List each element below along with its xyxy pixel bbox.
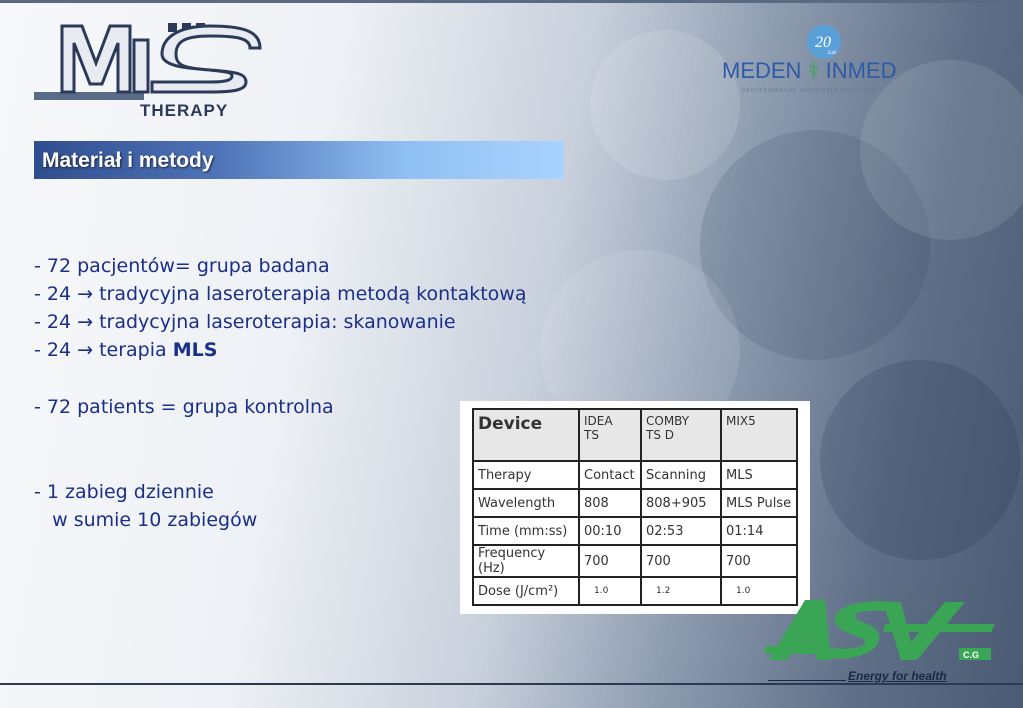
- section-title: Materiał i metody: [42, 149, 214, 172]
- meden-name: MEDEN: [722, 58, 802, 83]
- table-cell: Wavelength: [473, 489, 579, 517]
- table-header-row: [473, 409, 797, 461]
- bullet-item: [34, 339, 217, 361]
- table-cell: MLS Pulse: [721, 489, 797, 517]
- table-cell: 700: [579, 545, 641, 577]
- table-cell: Dose (J/cm²): [473, 577, 579, 605]
- table-cell: Therapy: [473, 461, 579, 489]
- svg-text:Lat: Lat: [828, 50, 837, 56]
- table-cell: 1.0: [579, 577, 641, 605]
- decorative-circle: [590, 30, 740, 180]
- asv-underline: [768, 680, 846, 681]
- table-cell: Contact: [579, 461, 641, 489]
- bullet-item: w sumie 10 zabiegów: [34, 509, 258, 531]
- table-row: [473, 577, 797, 605]
- table-cell: 01:14: [721, 517, 797, 545]
- table-row: [473, 545, 797, 577]
- table-row: [473, 461, 797, 489]
- header-cell: MIX5: [721, 409, 797, 461]
- bullet-item: - 1 zabieg dziennie: [34, 481, 214, 503]
- bullet-item: - 72 patients = grupa kontrolna: [34, 396, 334, 418]
- inmed-name: INMED: [825, 58, 897, 83]
- asv-tagline: Energy for health: [848, 669, 947, 683]
- meden-inmed-logo: MEDEN ⚕ INMED: [722, 58, 897, 83]
- anniversary-badge: [804, 20, 844, 60]
- table-row: [473, 489, 797, 517]
- bullet-item: - 72 pacjentów= grupa badana: [34, 255, 330, 277]
- table-cell: 02:53: [641, 517, 721, 545]
- meden-tagline: PROFESJONALNE INŻYNIERIA MEDYCZNA: [742, 88, 877, 94]
- svg-text:20: 20: [815, 34, 831, 51]
- decorative-circle: [820, 360, 1020, 560]
- table-cell: Frequency (Hz): [473, 545, 579, 577]
- table-row: [473, 517, 797, 545]
- top-rule: [0, 0, 1023, 3]
- table-cell: Scanning: [641, 461, 721, 489]
- table-cell: Time (mm:ss): [473, 517, 579, 545]
- table-cell: 700: [641, 545, 721, 577]
- bullet-text: - 24 → terapia: [34, 339, 173, 361]
- table-cell: 1.0: [721, 577, 797, 605]
- mls-therapy-label: THERAPY: [140, 101, 229, 120]
- header-cell: COMBY TS D: [641, 409, 721, 461]
- bottom-rule: [0, 683, 1023, 685]
- table-cell: 808: [579, 489, 641, 517]
- bullet-bold: MLS: [172, 339, 218, 361]
- table-cell: 808+905: [641, 489, 721, 517]
- device-comparison-table: [472, 408, 798, 606]
- table-cell: 1.2: [641, 577, 721, 605]
- table-cell: 00:10: [579, 517, 641, 545]
- table-cell: 700: [721, 545, 797, 577]
- table-cell: MLS: [721, 461, 797, 489]
- bullet-item: - 24 → tradycyjna laseroterapia metodą kontaktową: [34, 283, 527, 305]
- svg-text:C.G: C.G: [963, 650, 980, 660]
- section-header-bar: [34, 141, 564, 179]
- header-cell: Device: [473, 409, 579, 461]
- bullet-item: - 24 → tradycyjna laseroterapia: skanowanie: [34, 311, 456, 333]
- header-cell: IDEA TS: [579, 409, 641, 461]
